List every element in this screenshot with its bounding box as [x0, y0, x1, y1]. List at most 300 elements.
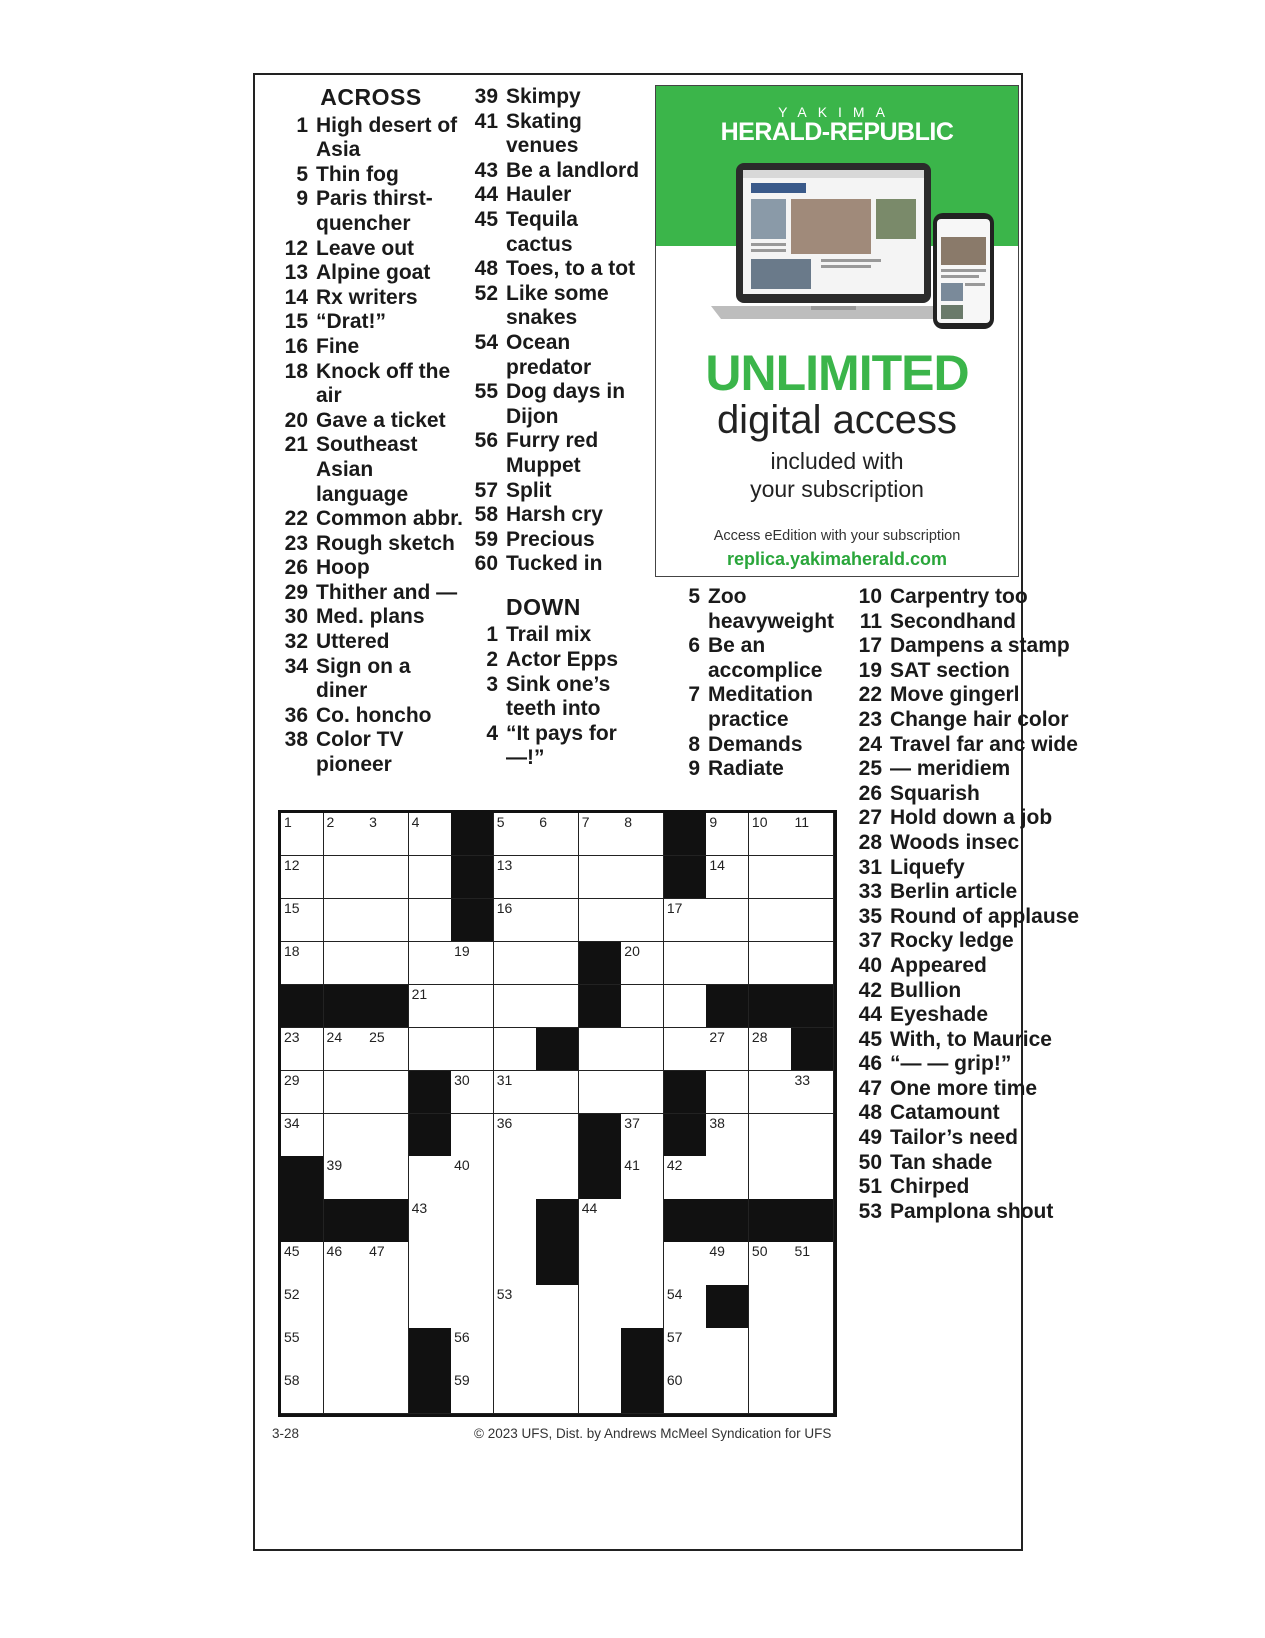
grid-black-square	[579, 985, 622, 1028]
grid-cell[interactable]	[281, 1328, 324, 1371]
clue-text: Bullion	[890, 978, 962, 1002]
grid-cell[interactable]	[494, 1199, 537, 1242]
grid-cell[interactable]	[579, 899, 622, 942]
grid-cell[interactable]	[749, 1156, 792, 1199]
grid-cell[interactable]	[494, 1156, 537, 1199]
clue-item	[276, 728, 466, 777]
grid-cell[interactable]	[621, 1285, 664, 1328]
grid-cell[interactable]	[536, 1371, 579, 1414]
grid-cell[interactable]	[579, 1199, 622, 1242]
clue-item	[850, 880, 1020, 905]
clue-number: 4	[486, 721, 498, 745]
clue-item	[466, 722, 646, 771]
clue-number: 10	[858, 585, 882, 608]
grid-cell[interactable]	[366, 1242, 409, 1285]
grid-cell[interactable]	[324, 1328, 367, 1371]
clue-text: Carpentry too	[890, 585, 1028, 608]
grid-cell[interactable]	[664, 899, 707, 942]
clue-number: 5	[296, 162, 308, 186]
clue-number: 52	[474, 281, 498, 305]
clue-text: Southeast Asian language	[316, 433, 418, 506]
clue-number: 24	[858, 732, 882, 756]
grid-cell[interactable]	[409, 813, 452, 856]
clue-text: Med. plans	[316, 605, 425, 629]
grid-cell[interactable]	[281, 899, 324, 942]
grid-cell[interactable]	[494, 1114, 537, 1157]
clue-item	[276, 335, 466, 360]
grid-cell[interactable]	[494, 1285, 537, 1328]
clue-text: High desert of Asia	[316, 113, 458, 162]
grid-cell-number: 3	[369, 814, 377, 830]
grid-cell[interactable]	[366, 1371, 409, 1414]
grid-cell[interactable]	[791, 942, 834, 985]
clue-item	[850, 1027, 1052, 1053]
grid-cell[interactable]	[536, 1328, 579, 1371]
grid-cell-number: 50	[751, 1243, 768, 1260]
grid-cell[interactable]	[706, 1028, 749, 1071]
grid-cell[interactable]	[451, 1156, 494, 1199]
grid-cell[interactable]	[579, 813, 622, 856]
clue-item	[466, 183, 646, 208]
clue-item	[668, 585, 835, 634]
grid-cell[interactable]	[706, 1071, 749, 1114]
grid-cell-number: 24	[326, 1028, 343, 1045]
grid-cell[interactable]	[494, 942, 537, 985]
grid-cell[interactable]	[366, 1071, 409, 1114]
clue-text: “Drat!”	[316, 310, 387, 334]
clue-number: 57	[474, 478, 498, 502]
clue-item	[276, 187, 466, 236]
grid-cell-number: 28	[751, 1028, 768, 1045]
grid-cell[interactable]	[621, 1114, 664, 1157]
across-heading: ACROSS	[320, 84, 422, 110]
grid-cell[interactable]	[536, 1114, 579, 1157]
clue-number: 2	[486, 648, 498, 672]
grid-cell[interactable]	[409, 1156, 452, 1199]
grid-cell[interactable]	[621, 942, 664, 985]
grid-cell-number: 13	[496, 856, 513, 873]
clue-text: Skating venues	[506, 109, 582, 158]
grid-cell[interactable]	[579, 1071, 622, 1114]
clue-number: 33	[858, 880, 882, 904]
grid-cell[interactable]	[621, 899, 664, 942]
grid-cell[interactable]	[706, 813, 749, 856]
grid-cell[interactable]	[409, 1285, 452, 1328]
grid-cell-number: 38	[709, 1114, 725, 1131]
clue-number: 54	[474, 330, 498, 354]
clue-number: 45	[474, 207, 498, 231]
clue-item	[276, 556, 466, 581]
grid-cell[interactable]	[409, 1242, 452, 1285]
grid-cell[interactable]	[791, 813, 834, 856]
grid-cell[interactable]	[281, 1028, 324, 1071]
grid-cell[interactable]	[621, 813, 664, 856]
clue-number: 46	[858, 1052, 882, 1076]
grid-cell[interactable]	[324, 899, 367, 942]
clue-text: Meditation practice	[708, 683, 813, 731]
grid-cell[interactable]	[749, 899, 792, 942]
grid-cell[interactable]	[536, 942, 579, 985]
clue-text: Hauler	[506, 183, 572, 207]
clue-item	[276, 360, 466, 409]
grid-cell[interactable]	[536, 985, 579, 1028]
grid-cell[interactable]	[451, 1242, 494, 1285]
clue-number: 9	[296, 187, 308, 211]
down-heading: DOWN	[506, 593, 581, 620]
clue-item	[466, 380, 646, 429]
clue-text: “It pays for —!”	[506, 721, 617, 770]
grid-cell[interactable]	[706, 1371, 749, 1414]
grid-cell[interactable]	[579, 856, 622, 899]
grid-cell-number: 16	[496, 899, 513, 916]
grid-cell-number: 58	[284, 1372, 300, 1389]
grid-cell[interactable]	[791, 1114, 834, 1157]
clues-column-2	[466, 85, 646, 771]
ad-herald-logo: HERALD-REPUBLIC	[720, 118, 954, 146]
grid-cell[interactable]	[494, 856, 537, 899]
grid-black-square	[579, 1114, 622, 1157]
clue-number: 1	[296, 113, 308, 137]
grid-cell[interactable]	[706, 1242, 749, 1285]
clue-number: 41	[474, 109, 498, 133]
grid-black-square	[664, 1199, 707, 1242]
grid-cell[interactable]	[494, 1242, 537, 1285]
grid-cell[interactable]	[409, 899, 452, 942]
clue-item	[466, 110, 646, 159]
clue-item	[276, 655, 466, 704]
grid-cell[interactable]	[366, 1285, 409, 1328]
clue-item	[850, 954, 1020, 979]
grid-cell[interactable]	[366, 1114, 409, 1157]
grid-cell[interactable]	[409, 856, 452, 899]
grid-cell[interactable]	[324, 1114, 367, 1157]
grid-cell[interactable]	[494, 985, 537, 1028]
grid-cell[interactable]	[536, 856, 579, 899]
grid-cell-number: 18	[284, 942, 300, 959]
grid-cell[interactable]	[366, 813, 409, 856]
grid-cell[interactable]	[749, 1328, 792, 1371]
grid-cell[interactable]	[664, 1028, 707, 1071]
grid-cell[interactable]	[536, 813, 579, 856]
grid-cell[interactable]	[664, 1328, 707, 1371]
clue-item	[850, 1003, 1020, 1028]
grid-cell[interactable]	[749, 1071, 792, 1114]
clue-number: 23	[858, 707, 882, 731]
grid-cell[interactable]	[409, 942, 452, 985]
grid-black-square	[451, 899, 494, 942]
grid-cell-number: 51	[794, 1243, 811, 1260]
grid-cell[interactable]	[664, 1242, 707, 1285]
grid-cell-number: 52	[284, 1286, 300, 1303]
grid-cell[interactable]	[281, 1071, 324, 1114]
clue-text: Thin fog	[316, 162, 399, 186]
grid-cell[interactable]	[494, 1028, 537, 1071]
grid-cell[interactable]	[706, 1156, 749, 1199]
grid-cell[interactable]	[749, 813, 792, 856]
clue-text: Furry red Muppet	[506, 429, 599, 477]
clue-item	[276, 433, 466, 507]
clue-number: 11	[859, 609, 882, 633]
grid-cell-number: 36	[496, 1114, 513, 1131]
clue-number: 49	[858, 1126, 882, 1150]
grid-cell[interactable]	[324, 1242, 367, 1285]
clue-text: One more time	[890, 1076, 1038, 1100]
ad-url-link[interactable]: replica.yakimaherald.com	[726, 549, 948, 569]
grid-cell[interactable]	[621, 1156, 664, 1199]
grid-cell[interactable]	[409, 1028, 452, 1071]
grid-cell-number: 37	[624, 1114, 640, 1131]
grid-cell[interactable]	[281, 1285, 324, 1328]
grid-cell[interactable]	[579, 1285, 622, 1328]
grid-cell[interactable]	[324, 813, 367, 856]
grid-cell[interactable]	[621, 1242, 664, 1285]
clue-text: Woods insec	[890, 830, 1020, 854]
grid-cell-number: 56	[454, 1329, 470, 1346]
grid-black-square	[706, 985, 749, 1028]
clue-item	[668, 634, 828, 683]
grid-cell[interactable]	[536, 1285, 579, 1328]
clue-number: 60	[474, 552, 498, 576]
grid-cell[interactable]	[664, 1156, 707, 1199]
grid-cell[interactable]	[494, 1328, 537, 1371]
grid-cell[interactable]	[791, 1156, 834, 1199]
grid-black-square	[366, 1199, 409, 1242]
clue-text: Travel far anc wide	[890, 732, 1078, 756]
clue-number: 13	[284, 261, 308, 285]
grid-cell-number: 5	[496, 814, 505, 830]
grid-black-square	[281, 1156, 324, 1199]
grid-cell[interactable]	[324, 856, 367, 899]
grid-cell[interactable]	[749, 856, 792, 899]
grid-cell[interactable]	[281, 856, 324, 899]
grid-black-square	[706, 1199, 749, 1242]
grid-cell[interactable]	[536, 1156, 579, 1199]
grid-cell[interactable]	[791, 899, 834, 942]
clue-item	[466, 208, 646, 257]
grid-cell[interactable]	[366, 1156, 409, 1199]
clue-number: 16	[284, 334, 308, 358]
laptop-icon	[711, 161, 956, 326]
grid-cell[interactable]	[664, 1285, 707, 1328]
clue-text: Actor Epps	[506, 648, 619, 672]
clue-text: Rough sketch	[316, 531, 455, 555]
clue-text: Tailor’s need	[890, 1126, 1018, 1150]
clue-item	[850, 707, 1069, 733]
grid-cell[interactable]	[451, 1071, 494, 1114]
clue-item	[850, 634, 1070, 659]
clue-number: 22	[284, 507, 308, 531]
clue-number: 58	[474, 503, 498, 527]
clue-number: 18	[284, 359, 308, 383]
grid-cell[interactable]	[366, 899, 409, 942]
grid-cell[interactable]	[791, 1328, 834, 1371]
grid-cell-number: 23	[284, 1028, 300, 1045]
grid-cell-number: 19	[454, 942, 470, 959]
clue-number: 40	[858, 953, 882, 977]
clue-text: Tucked in	[506, 552, 603, 576]
grid-cell[interactable]	[579, 1028, 622, 1071]
grid-cell[interactable]	[409, 1199, 452, 1242]
clue-item	[850, 1101, 1020, 1126]
grid-cell[interactable]	[791, 1371, 834, 1414]
clue-item	[276, 409, 466, 434]
clue-number: 28	[858, 830, 882, 854]
clue-number: 48	[858, 1101, 882, 1125]
clue-text: Squarish	[890, 781, 980, 805]
clue-number: 22	[858, 683, 882, 707]
clue-number: 59	[474, 527, 498, 551]
grid-cell[interactable]	[281, 1371, 324, 1414]
grid-cell[interactable]	[324, 942, 367, 985]
clue-number: 48	[474, 257, 498, 281]
grid-cell[interactable]	[451, 1028, 494, 1071]
grid-cell[interactable]	[791, 1285, 834, 1328]
grid-cell[interactable]	[324, 1285, 367, 1328]
grid-cell[interactable]	[536, 1071, 579, 1114]
clue-number: 44	[858, 1003, 882, 1027]
clue-text: Dampens a stamp	[890, 634, 1070, 658]
clue-text: Uttered	[316, 630, 390, 654]
clue-item	[668, 733, 828, 758]
grid-black-square	[366, 985, 409, 1028]
grid-cell[interactable]	[579, 1242, 622, 1285]
grid-black-square	[536, 1028, 579, 1071]
grid-cell[interactable]	[536, 899, 579, 942]
grid-cell[interactable]	[621, 1199, 664, 1242]
grid-cell[interactable]	[366, 1328, 409, 1371]
down-clues-column-2	[668, 585, 835, 782]
clue-text: Leave out	[316, 236, 415, 260]
grid-black-square	[281, 1199, 324, 1242]
clue-text: Be an accomplice	[708, 634, 823, 682]
across-clue-list	[276, 114, 466, 778]
grid-cell[interactable]	[494, 1371, 537, 1414]
grid-cell[interactable]	[706, 1328, 749, 1371]
grid-cell[interactable]	[749, 1371, 792, 1414]
clue-number: 14	[284, 285, 308, 309]
grid-cell[interactable]	[324, 1156, 367, 1199]
grid-cell[interactable]	[451, 1114, 494, 1157]
grid-cell[interactable]	[366, 856, 409, 899]
grid-black-square	[706, 1285, 749, 1328]
clue-number: 51	[858, 1175, 882, 1199]
grid-cell[interactable]	[451, 942, 494, 985]
grid-cell[interactable]	[451, 985, 494, 1028]
copyright-notice: © 2023 UFS, Dist. by Andrews McMeel Syndication for UFS	[474, 1426, 832, 1441]
grid-cell[interactable]	[324, 1028, 367, 1071]
grid-cell-number: 45	[284, 1243, 300, 1260]
grid-cell[interactable]	[366, 942, 409, 985]
grid-cell[interactable]	[791, 856, 834, 899]
grid-cell[interactable]	[706, 899, 749, 942]
grid-cell[interactable]	[281, 1242, 324, 1285]
grid-cell[interactable]	[281, 942, 324, 985]
grid-cell[interactable]	[791, 1071, 834, 1114]
grid-cell[interactable]	[494, 813, 537, 856]
clue-text: Color TV pioneer	[316, 728, 404, 777]
grid-cell[interactable]	[664, 985, 707, 1028]
clue-item	[850, 1126, 1020, 1151]
clue-item	[466, 552, 646, 577]
grid-black-square	[791, 1199, 834, 1242]
grid-cell[interactable]	[324, 1071, 367, 1114]
grid-cell[interactable]	[749, 942, 792, 985]
grid-cell-number: 41	[624, 1157, 640, 1174]
grid-cell-number: 6	[539, 814, 548, 830]
clue-item	[850, 929, 1020, 954]
clue-text: Pamplona shout	[890, 1199, 1054, 1223]
grid-cell[interactable]	[621, 985, 664, 1028]
grid-cell[interactable]	[579, 1371, 622, 1414]
grid-cell[interactable]	[791, 1242, 834, 1285]
grid-cell[interactable]	[451, 1328, 494, 1371]
grid-cell-number: 4	[411, 814, 420, 830]
grid-cell[interactable]	[621, 856, 664, 899]
grid-cell[interactable]	[409, 985, 452, 1028]
grid-cell[interactable]	[706, 856, 749, 899]
grid-cell-number: 53	[496, 1286, 513, 1303]
clue-text: “— — grip!”	[890, 1052, 1012, 1076]
grid-cell[interactable]	[749, 1028, 792, 1071]
grid-cell-number: 1	[284, 814, 292, 830]
grid-cell[interactable]	[579, 1328, 622, 1371]
clue-text: Appeared	[890, 953, 987, 977]
clue-item	[276, 581, 466, 606]
grid-cell[interactable]	[749, 1285, 792, 1328]
clue-text: Toes, to a tot	[506, 257, 636, 281]
clue-item	[276, 630, 466, 655]
grid-cell[interactable]	[494, 1071, 537, 1114]
clue-number: 17	[858, 634, 882, 658]
clue-text: Gave a ticket	[316, 408, 446, 432]
clue-item	[276, 163, 466, 188]
clue-text: Split	[506, 478, 552, 502]
grid-cell-number: 29	[284, 1071, 300, 1088]
grid-cell[interactable]	[494, 899, 537, 942]
grid-cell[interactable]	[706, 1114, 749, 1157]
grid-cell[interactable]	[749, 1242, 792, 1285]
grid-cell[interactable]	[451, 1199, 494, 1242]
grid-cell[interactable]	[281, 1114, 324, 1157]
clue-text: Radiate	[708, 757, 784, 781]
clue-number: 3	[486, 672, 498, 696]
grid-cell[interactable]	[281, 813, 324, 856]
grid-cell[interactable]	[621, 1071, 664, 1114]
grid-cell[interactable]	[366, 1028, 409, 1071]
grid-cell-number: 7	[581, 814, 590, 830]
clue-text: Round of applause	[890, 904, 1079, 928]
clue-number: 7	[688, 683, 700, 707]
grid-cell[interactable]	[664, 942, 707, 985]
clue-item	[850, 831, 1020, 856]
clue-item	[276, 507, 466, 532]
clue-number: 5	[688, 585, 700, 608]
grid-cell[interactable]	[664, 1371, 707, 1414]
grid-cell[interactable]	[451, 1285, 494, 1328]
clue-text: Hold down a job	[890, 806, 1053, 830]
grid-cell[interactable]	[749, 1114, 792, 1157]
grid-cell[interactable]	[621, 1028, 664, 1071]
grid-cell[interactable]	[706, 942, 749, 985]
clue-item	[850, 610, 1020, 635]
grid-cell-number: 31	[496, 1071, 513, 1088]
ad-included-text: included with	[770, 448, 904, 474]
grid-black-square	[324, 985, 367, 1028]
grid-cell[interactable]	[324, 1371, 367, 1414]
grid-cell[interactable]	[451, 1371, 494, 1414]
grid-black-square	[281, 985, 324, 1028]
clue-item	[276, 605, 466, 630]
